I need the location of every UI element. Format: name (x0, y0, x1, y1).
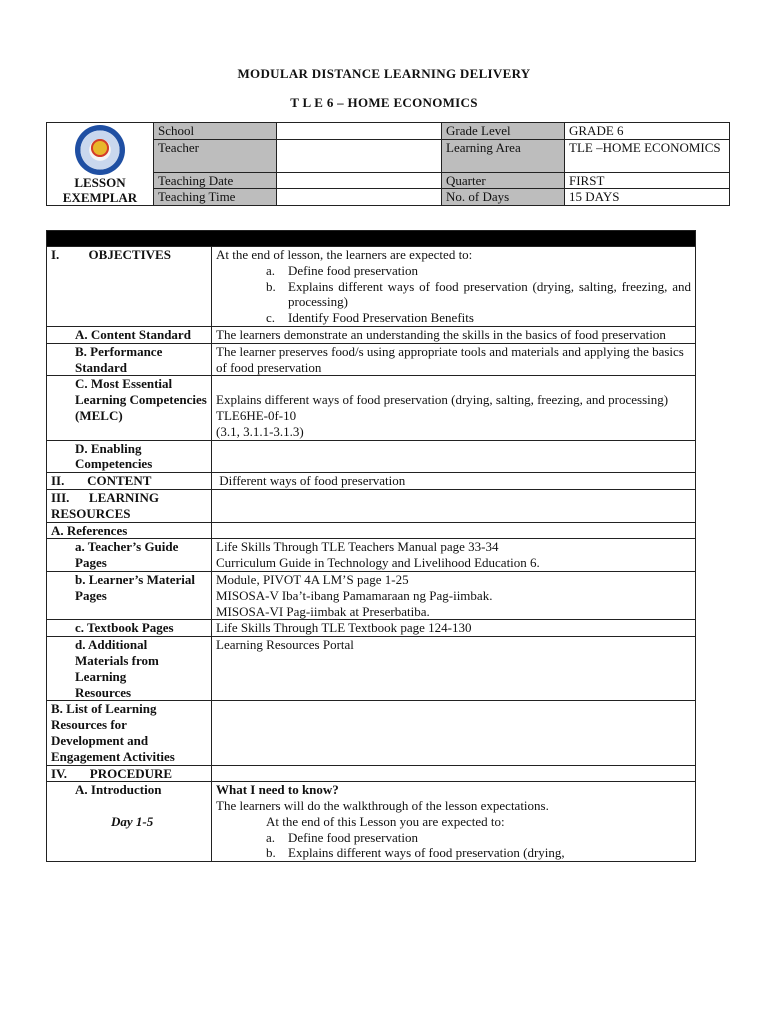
list-item: a. Define food preservation (266, 262, 418, 278)
document-title: MODULAR DISTANCE LEARNING DELIVERY (237, 66, 531, 81)
no-of-days-label: No. of Days (442, 189, 565, 206)
learners-material-line-1: Module, PIVOT 4A LM’S page 1-25 (216, 571, 409, 587)
learning-resources-text (212, 489, 696, 522)
teacher-label: Teacher (154, 139, 277, 172)
list-resources-text (212, 701, 696, 765)
document-subtitle: T L E 6 – HOME ECONOMICS (290, 95, 478, 110)
textbook-row (47, 620, 696, 637)
teaching-date-label: Teaching Date (154, 172, 277, 189)
introduction-row (47, 782, 696, 862)
list-item: c. Identify Food Preservation Benefits (266, 310, 474, 326)
learning-resources-label: III. LEARNING RESOURCES (47, 489, 212, 522)
melc-label: C. Most Essential Learning Competencies (MELC) (47, 376, 212, 440)
enabling-competencies-row (47, 440, 696, 473)
day-label: Day 1-5 (111, 813, 154, 829)
introduction-heading: What I need to know? (216, 782, 339, 798)
learning-resources-row (47, 489, 696, 522)
lesson-label: LESSON (74, 175, 126, 190)
additional-materials-text: Learning Resources Portal (212, 637, 696, 701)
procedure-row (47, 765, 696, 782)
melc-code: TLE6HE-0f-10 (216, 407, 297, 423)
teachers-guide-row (47, 539, 696, 572)
melc-text: Explains different ways of food preservation (drying, salting, freezing, and processing) (216, 392, 669, 408)
objectives-list (216, 263, 691, 326)
learning-area-label: Learning Area (442, 139, 565, 172)
quarter-label: Quarter (442, 172, 565, 189)
teachers-guide-label: a. Teacher’s Guide Pages (47, 539, 212, 572)
references-label: A. References (47, 522, 212, 539)
introduction-line-1: The learners will do the walkthrough of the lesson expectations. (216, 798, 549, 814)
enabling-competencies-label: D. Enabling Competencies (47, 440, 212, 473)
lesson-exemplar-cell (47, 123, 154, 206)
introduction-list (216, 830, 691, 862)
school-label: School (154, 123, 277, 140)
references-text (212, 522, 696, 539)
objectives-label: I. OBJECTIVES (47, 247, 212, 327)
performance-standard-row (47, 343, 696, 376)
quarter-value: FIRST (565, 172, 730, 189)
introduction-line-2: At the end of this Lesson you are expected to: (266, 813, 505, 829)
references-row (47, 522, 696, 539)
table-header-bar (47, 231, 696, 247)
enabling-competencies-text (212, 440, 696, 473)
list-resources-label: B. List of Learning Resources for Development and Engagement Activities (47, 701, 212, 765)
list-item: b. Explains different ways of food preservation (drying, salting, freezing, and processing) (266, 278, 691, 310)
content-standard-row (47, 326, 696, 343)
exemplar-label: EXEMPLAR (62, 190, 138, 205)
textbook-label: c. Textbook Pages (47, 620, 212, 637)
content-text: Different ways of food preservation (212, 473, 696, 490)
content-label: II. CONTENT (47, 473, 212, 490)
additional-materials-label: d. Additional Materials from Learning Resources (47, 637, 212, 701)
objectives-row (47, 247, 696, 327)
learners-material-line-3: MISOSA-VI Pag-iimbak at Preserbatiba. (216, 603, 430, 619)
melc-row (47, 376, 696, 440)
procedure-label: IV. PROCEDURE (47, 765, 212, 782)
learning-area-value: TLE –HOME ECONOMICS (565, 139, 730, 172)
list-item: b. Explains different ways of food preservation (drying, (266, 845, 565, 861)
textbook-text: Life Skills Through TLE Textbook page 124-130 (212, 620, 696, 637)
learners-material-line-2: MISOSA-V Iba’t-ibang Pamamaraan ng Pag-iimbak. (216, 587, 493, 603)
performance-standard-text: The learner preserves food/s using appropriate tools and materials and applying the basics of food preservation (212, 343, 696, 376)
no-of-days-value: 15 DAYS (565, 189, 730, 206)
grade-level-value: GRADE 6 (565, 123, 730, 140)
learners-material-label: b. Learner’s Material Pages (47, 571, 212, 619)
list-resources-row (47, 701, 696, 765)
performance-standard-label: B. Performance Standard (47, 343, 212, 376)
learners-material-row (47, 571, 696, 619)
additional-materials-row (47, 637, 696, 701)
melc-ref: (3.1, 3.1.1-3.1.3) (216, 423, 304, 439)
lesson-header-table (46, 122, 730, 206)
lesson-plan-table (46, 230, 696, 862)
list-item: a. Define food preservation (266, 829, 418, 845)
teaching-date-value (277, 172, 442, 189)
teachers-guide-line-1: Life Skills Through TLE Teachers Manual page 33-34 (216, 539, 499, 555)
content-row (47, 473, 696, 490)
division-seal-icon (75, 125, 125, 175)
objectives-intro: At the end of lesson, the learners are expected to: (216, 247, 473, 262)
teaching-time-value (277, 189, 442, 206)
teaching-time-label: Teaching Time (154, 189, 277, 206)
grade-level-label: Grade Level (442, 123, 565, 140)
content-standard-label: A. Content Standard (47, 326, 212, 343)
teacher-value (277, 139, 442, 172)
school-value (277, 123, 442, 140)
content-standard-text: The learners demonstrate an understanding the skills in the basics of food preservation (212, 326, 696, 343)
teachers-guide-line-2: Curriculum Guide in Technology and Livelihood Education 6. (216, 555, 540, 571)
procedure-text (212, 765, 696, 782)
introduction-label: A. Introduction (75, 782, 162, 798)
